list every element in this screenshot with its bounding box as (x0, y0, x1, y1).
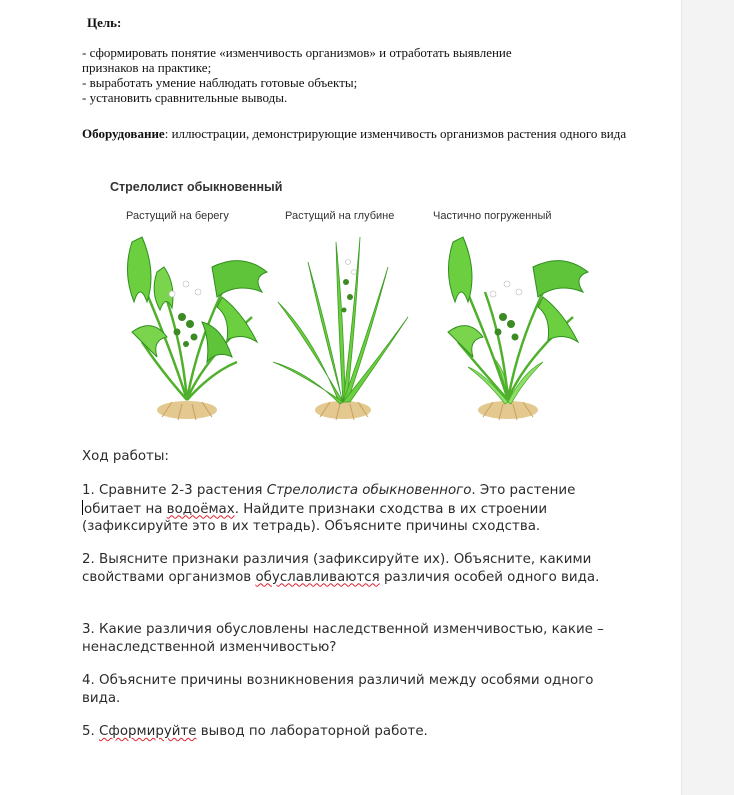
equipment-label: Оборудование (82, 126, 165, 141)
figure-label-partial: Частично погруженный (433, 210, 552, 222)
plant-shore-image (102, 222, 272, 422)
step-4: 4. Объясните причины возникновения различий между особями одного вида. (82, 673, 594, 706)
figure-label-shore: Растущий на берегу (126, 210, 229, 222)
goal-title: Цель: (87, 15, 122, 30)
spellcheck-word[interactable]: Сформируйте (99, 724, 197, 739)
goal-list (82, 45, 642, 105)
goal-item: - выработать умение наблюдать готовые объекты; (82, 75, 358, 90)
arrowhead-figure (88, 172, 588, 427)
figure-label-deep: Растущий на глубине (285, 210, 395, 222)
work-heading: Ход работы: (82, 449, 169, 464)
step-1: 1. Сравните 2-3 растения Стрелолиста обыкновенного. Это растение обитает на водоёмах. Найдите признаки сходства в их строении (зафиксируйте это в их тетрадь). Объясните причины сходства. (82, 483, 576, 534)
goal-item: признаков на практике; (82, 60, 212, 75)
goal-item: - установить сравнительные выводы. (82, 90, 288, 105)
goal-item: - сформировать понятие «изменчивость организмов» и отработать выявление (82, 45, 512, 60)
equipment-text: : иллюстрации, демонстрирующие изменчивость организмов растения одного вида (164, 126, 627, 141)
plant-partial-image (423, 222, 593, 422)
text-cursor (82, 500, 83, 515)
spellcheck-word[interactable]: водоёмах (166, 501, 235, 517)
equipment-paragraph (82, 126, 642, 141)
step-3: 3. Какие различия обусловлены наследственной изменчивостью, какие – ненаследственной изменчивостью? (82, 622, 604, 655)
figure-title: Стрелолист обыкновенный (110, 180, 283, 194)
spellcheck-word[interactable]: обуславливаются (255, 569, 380, 585)
plant-deep-image (268, 222, 418, 422)
editor-margin (681, 0, 734, 795)
step-5: 5. Сформируйте вывод по лабораторной работе. (82, 724, 428, 739)
step-2: 2. Выясните признаки различия (зафиксируйте их). Объясните, какими свойствами организмов обуславливаются различия особей одного вида. (82, 552, 600, 585)
